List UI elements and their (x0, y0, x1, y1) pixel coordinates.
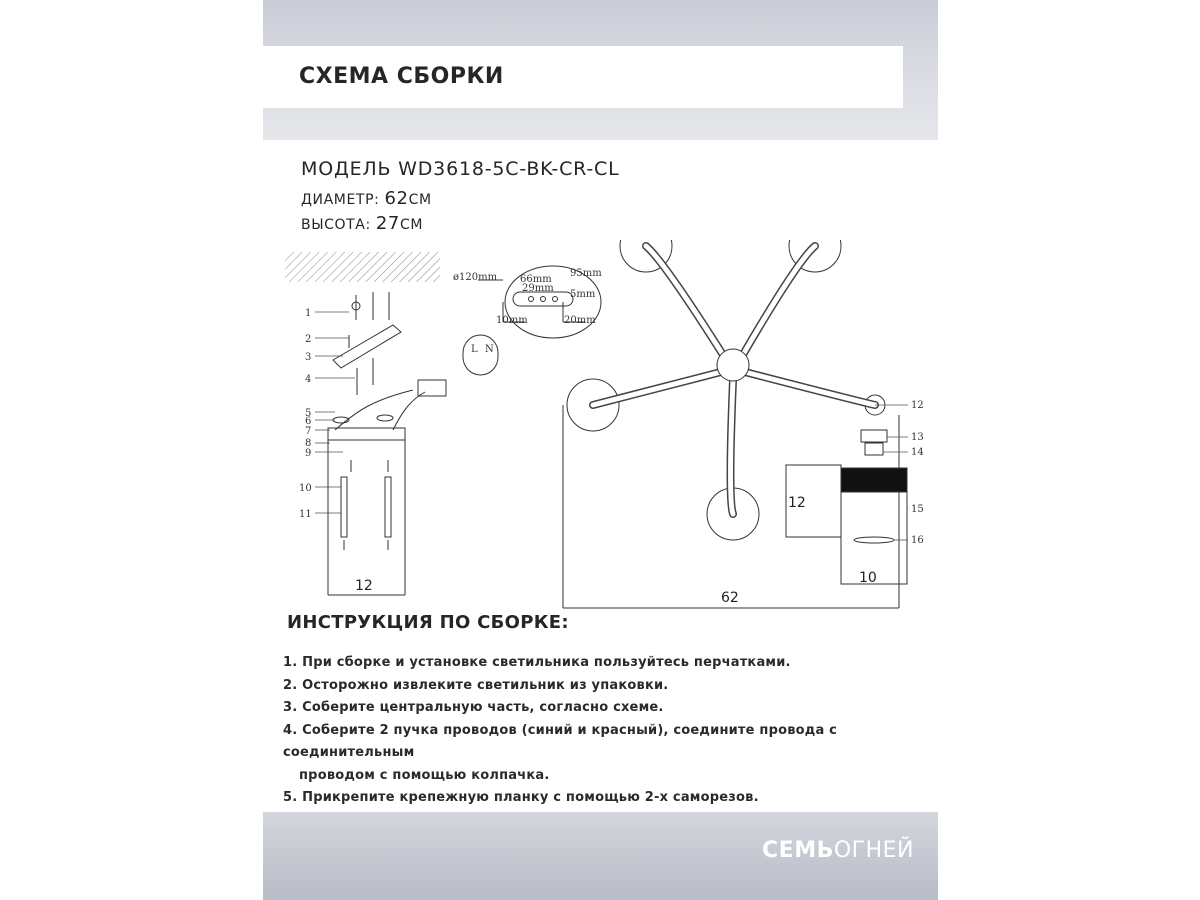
instruction-step-continued (283, 765, 933, 788)
side-width-value: 12 (355, 578, 373, 594)
height-value: 27 (375, 213, 400, 234)
height-unit: СМ (399, 217, 424, 233)
part-label-13: 13 (911, 432, 924, 443)
mounting-parts (328, 292, 498, 550)
brand-light: ОГНЕЙ (833, 838, 914, 863)
side-width-box (328, 440, 405, 595)
part-label-8: 8 (305, 438, 312, 449)
assembly-sheet (263, 0, 938, 900)
bracket-dim-29: 29mm (522, 283, 554, 294)
part-label-1: 1 (305, 308, 312, 319)
part-label-5: 5 (305, 408, 312, 419)
instruction-step-continued-text: проводом с помощью колпачка. (299, 767, 550, 783)
brand-bold: СЕМЬ (762, 838, 834, 863)
bracket-dim-95: 95mm (570, 268, 602, 279)
page-title: СХЕМА СБОРКИ (299, 64, 504, 89)
total-diameter-value: 62 (721, 590, 739, 606)
diameter-label: ДИАМЕТР: (301, 192, 380, 208)
bracket-dim-10: 10mm (496, 315, 528, 326)
lamp-width-value: 10 (859, 570, 877, 586)
part-label-7: 7 (305, 426, 312, 437)
instructions-title: ИНСТРУКЦИЯ ПО СБОРКЕ: (287, 612, 569, 633)
part-label-14: 14 (911, 447, 924, 458)
part-label-10: 10 (299, 483, 312, 494)
part-label-12: 12 (911, 400, 924, 411)
assembly-drawing (263, 240, 938, 615)
part-label-2: 2 (305, 334, 312, 345)
instruction-step: 4. Соберите 2 пучка проводов (синий и красный), соедините провода с соединительным (283, 722, 838, 760)
part-label-9: 9 (305, 448, 312, 459)
bracket-dim-20: 20mm (564, 315, 596, 326)
bracket-dim-5: 5mm (570, 289, 596, 300)
bracket-dim-diameter: ø120mm (453, 272, 498, 283)
height-label: ВЫСОТА: (301, 217, 371, 233)
part-label-3: 3 (305, 352, 312, 363)
part-label-15: 15 (911, 504, 924, 515)
terminal-l: L (471, 344, 478, 355)
ceiling-hatch (285, 252, 440, 282)
lamp-height-value: 12 (788, 495, 806, 511)
diameter-unit: СМ (408, 192, 432, 208)
model-number: МОДЕЛЬ WD3618-5C-BK-CR-CL (301, 158, 620, 180)
bracket-dim-66: 66mm (520, 274, 552, 285)
height-spec (301, 213, 423, 234)
terminal-n: N (485, 344, 494, 355)
part-label-6: 6 (305, 416, 312, 427)
diameter-value: 62 (384, 188, 409, 209)
part-label-4: 4 (305, 374, 312, 385)
instruction-step: 2. Осторожно извлеките светильник из упаковки. (283, 677, 669, 693)
part-label-16: 16 (911, 535, 924, 546)
part-label-11: 11 (299, 509, 312, 520)
chandelier-top-view (567, 240, 885, 540)
instruction-step: 5. Прикрепите крепежную планку с помощью 2-х саморезов. (283, 790, 759, 805)
diameter-spec (301, 188, 432, 209)
brand-logo (762, 838, 914, 863)
instruction-step: 3. Соберите центральную часть, согласно схеме. (283, 700, 664, 715)
instruction-step: 1. При сборке и установке светильника пользуйтесь перчатками. (283, 655, 791, 670)
